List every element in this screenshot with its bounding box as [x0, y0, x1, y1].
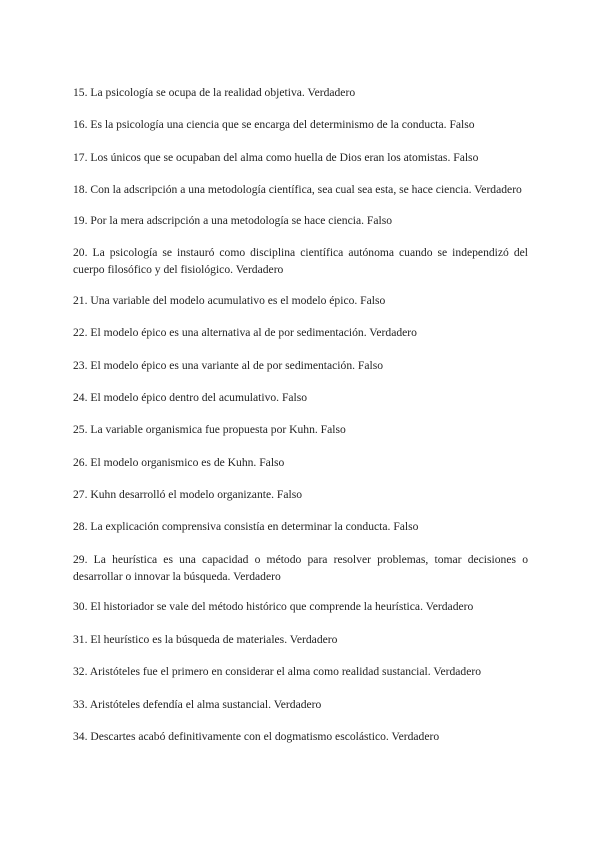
list-item: 32. Aristóteles fue el primero en considerar el alma como realidad sustancial. Verdadero: [73, 665, 481, 679]
list-item: 33. Aristóteles defendía el alma sustancial. Verdadero: [73, 697, 322, 711]
list-item: 24. El modelo épico dentro del acumulativo. Falso: [73, 390, 308, 404]
list-item: 31. El heurístico es la búsqueda de materiales. Verdadero: [73, 632, 338, 646]
list-item: 28. La explicación comprensiva consistía en determinar la conducta. Falso: [73, 520, 419, 534]
list-item: 34. Descartes acabó definitivamente con el dogmatismo escolástico. Verdadero: [73, 730, 440, 744]
list-item: 15. La psicología se ocupa de la realidad objetiva. Verdadero: [73, 86, 356, 99]
list-item: 30. El historiador se vale del método histórico que comprende la heurística. Verdadero: [73, 600, 474, 614]
list-item: 26. El modelo organismico es de Kuhn. Falso: [73, 455, 285, 469]
list-item: 21. Una variable del modelo acumulativo es el modelo épico. Falso: [73, 293, 386, 307]
list-item: 23. El modelo épico es una variante al de por sedimentación. Falso: [73, 358, 384, 372]
list-item: 20. La psicología se instauró como disciplina científica autónoma cuando se independizó del cuerpo filosófico y del fisiológico. Verdadero: [73, 246, 528, 277]
list-item: 27. Kuhn desarrolló el modelo organizante. Falso: [73, 488, 303, 502]
question-list: [73, 84, 528, 760]
list-item: 16. Es la psicología una ciencia que se encarga del determinismo de la conducta. Falso: [73, 118, 475, 132]
list-item: 19. Por la mera adscripción a una metodología se hace ciencia. Falso: [73, 213, 393, 227]
list-item: 25. La variable organismica fue propuesta por Kuhn. Falso: [73, 423, 346, 437]
list-item: 22. El modelo épico es una alternativa al de por sedimentación. Verdadero: [73, 326, 417, 340]
list-item: 17. Los únicos que se ocupaban del alma como huella de Dios eran los atomistas. Falso: [73, 150, 479, 164]
list-item: 29. La heurística es una capacidad o método para resolver problemas, tomar decisiones o desarrollar o innovar la búsqueda. Verdadero: [73, 552, 528, 583]
list-item: 18. Con la adscripción a una metodología científica, sea cual sea esta, se hace ciencia. Verdadero: [73, 183, 522, 197]
